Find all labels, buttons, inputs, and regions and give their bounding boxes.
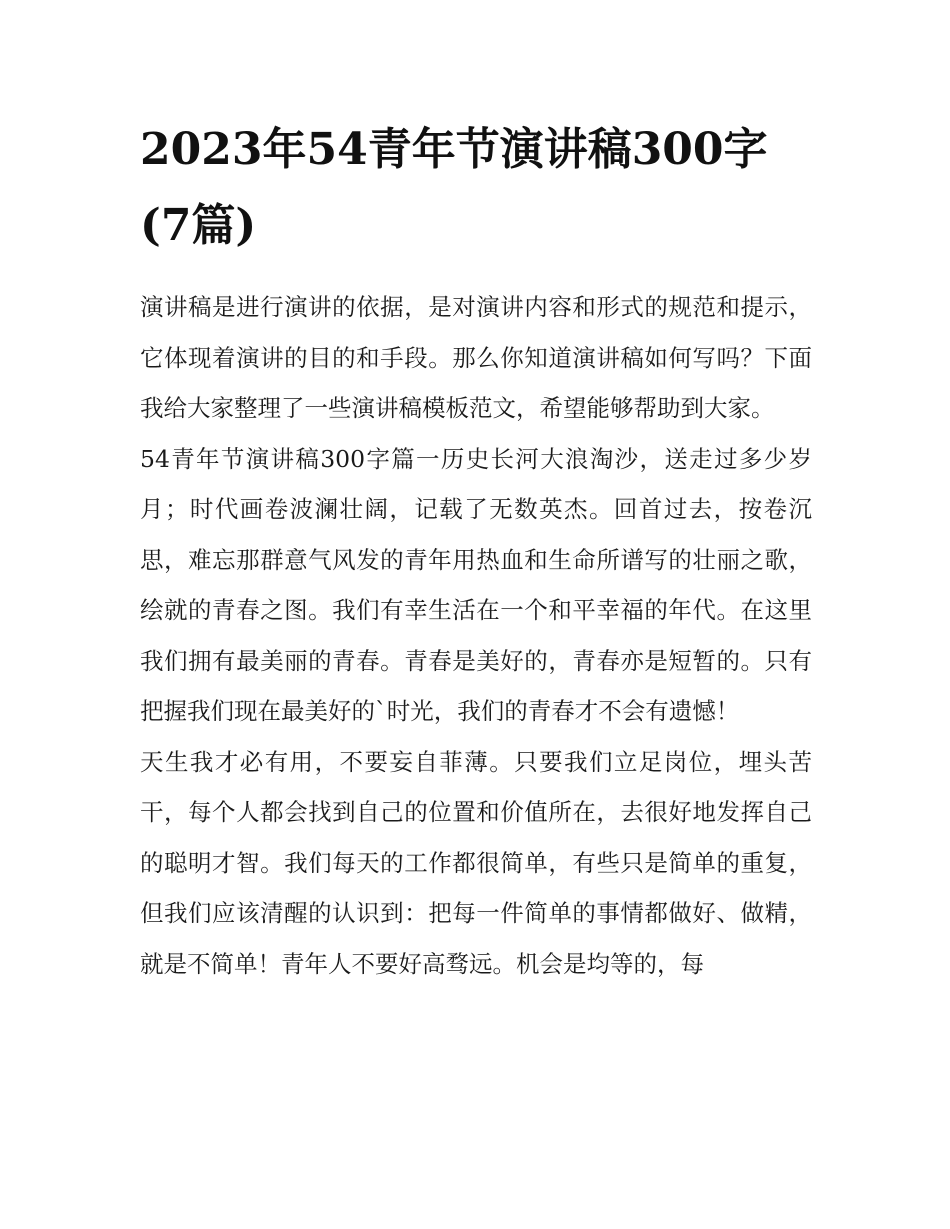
speech-one-paragraph: 54青年节演讲稿300字篇一历史长河大浪淘沙，送走过多少岁月；时代画卷波澜壮阔，记载了无数英杰。回首过去，按卷沉思，难忘那群意气风发的青年用热血和生命所谱写的壮丽之歌，绘就的青春之图。我们有幸生活在一个和平幸福的年代。在这里我们拥有最美丽的青春。青春是美好的，青春亦是短暂的。只有把握我们现在最美好的`时光，我们的青春才不会有遗憾！	[140, 444, 812, 725]
speech-one-continued-paragraph: 天生我才必有用，不要妄自菲薄。只要我们立足岗位，埋头苦干，每个人都会找到自己的位置和价值所在，去很好地发挥自己的聪明才智。我们每天的工作都很简单，有些只是简单的重复，但我们应该清醒的认识到：把每一件简单的事情都做好、做精，就是不简单！青年人不要好高骛远。机会是均等的，每	[140, 747, 812, 978]
document-title: 2023年54青年节演讲稿300字(7篇)	[140, 124, 768, 251]
document-body	[140, 112, 812, 989]
intro-paragraph: 演讲稿是进行演讲的依据，是对演讲内容和形式的规范和提示，它体现着演讲的目的和手段。那么你知道演讲稿如何写吗？下面我给大家整理了一些演讲稿模板范文，希望能够帮助到大家。	[140, 293, 812, 422]
